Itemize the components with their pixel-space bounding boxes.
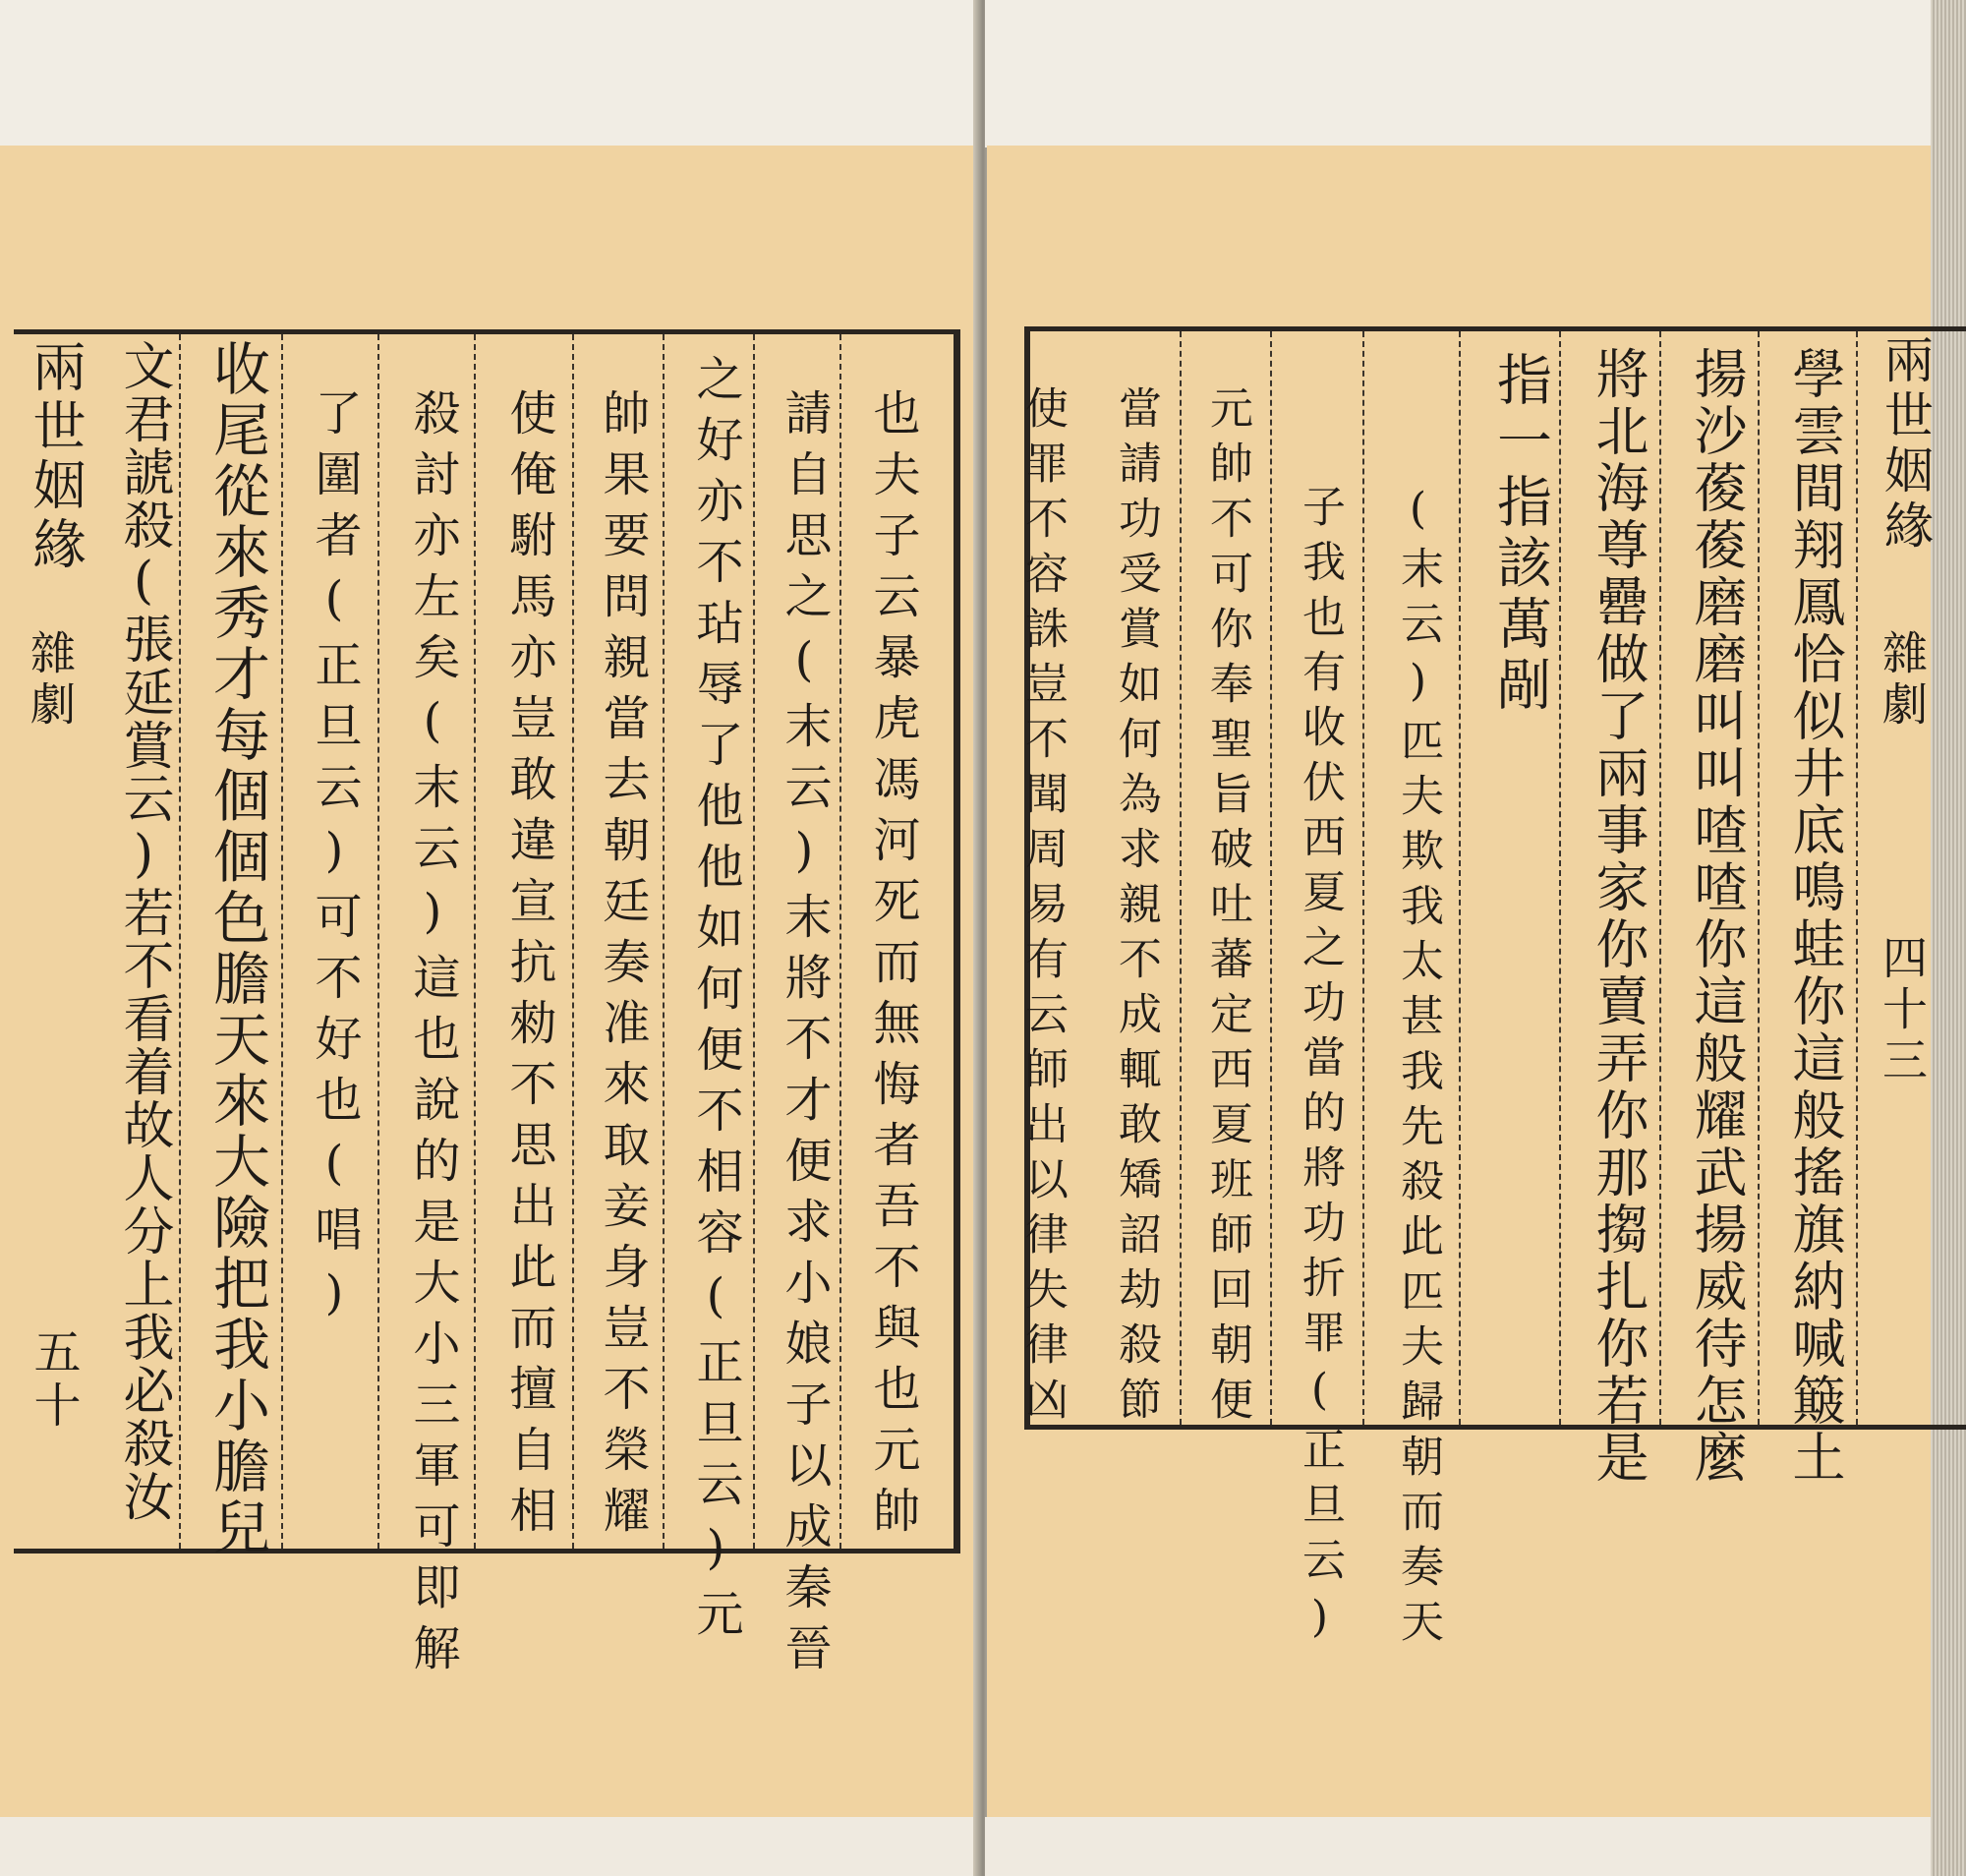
left-margin-title: 兩世姻緣	[25, 339, 87, 575]
left-column-2: 請自思之(末云)末將不才便求小娘子以成秦晉	[777, 388, 832, 1684]
right-column-3: 將北海尊罍做了兩事家你賣弄你那搊扎你若是	[1588, 346, 1649, 1487]
right-column-4: 指一指該萬剮	[1488, 351, 1552, 717]
left-column-9: 文君諕殺(張延賞云)若不看着故人分上我必殺汝	[114, 339, 173, 1523]
right-column-2: 揚沙葰葰磨磨叫叫喳喳你這般耀武揚威待怎麼	[1686, 346, 1748, 1487]
left-margin-page: 五十	[26, 1327, 81, 1434]
left-column-6: 殺討亦左矣(末云)這也說的是大小三軍可即解	[405, 388, 460, 1684]
right-margin-chapter: 雜劇	[1876, 629, 1929, 732]
left-column-3: 之好亦不玷辱了他他如何便不相容(正旦云)元	[688, 354, 743, 1650]
right-column-1: 學雲間翔鳳恰似井底鳴蛙你這般搖旗納喊簸土	[1784, 346, 1846, 1487]
left-page	[0, 0, 981, 1876]
left-column-7: 了圍者(正旦云)可不好也(唱)	[307, 388, 362, 1334]
left-text-frame	[14, 329, 960, 1684]
right-column-8: 當請功受賞如何為求親不成輒敢矯詔劫殺節	[1111, 385, 1161, 1432]
right-column-9: 使罪不容誅豈不聞周易有云師出以律失律凶	[1017, 385, 1068, 1432]
left-column-1: 也夫子云暴虎馮河死而無悔者吾不與也元帥	[865, 388, 920, 1547]
right-text-frame	[1017, 326, 1966, 1654]
left-column-5: 使俺駙馬亦豈敢違宣抗勑不思出此而擅自相	[501, 388, 556, 1547]
right-column-5: (末云)匹夫欺我太甚我先殺此匹夫歸朝而奏天	[1393, 484, 1443, 1654]
right-column-6: 子我也有收伏西夏之功當的將功折罪(正旦云)	[1295, 484, 1345, 1654]
right-column-7: 元帥不可你奉聖旨破吐蕃定西夏班師回朝便	[1202, 385, 1252, 1432]
right-page	[985, 0, 1966, 1876]
right-margin-page: 四十三	[1876, 934, 1929, 1087]
left-margin-chapter: 雜劇	[24, 629, 77, 732]
left-column-4: 帥果要問親當去朝廷奏准來取妾身豈不榮耀	[595, 388, 650, 1547]
right-margin-title: 兩世姻緣	[1877, 334, 1934, 555]
left-column-8: 收尾從來秀才每個個色膽天來大險把我小膽兒	[203, 339, 270, 1558]
